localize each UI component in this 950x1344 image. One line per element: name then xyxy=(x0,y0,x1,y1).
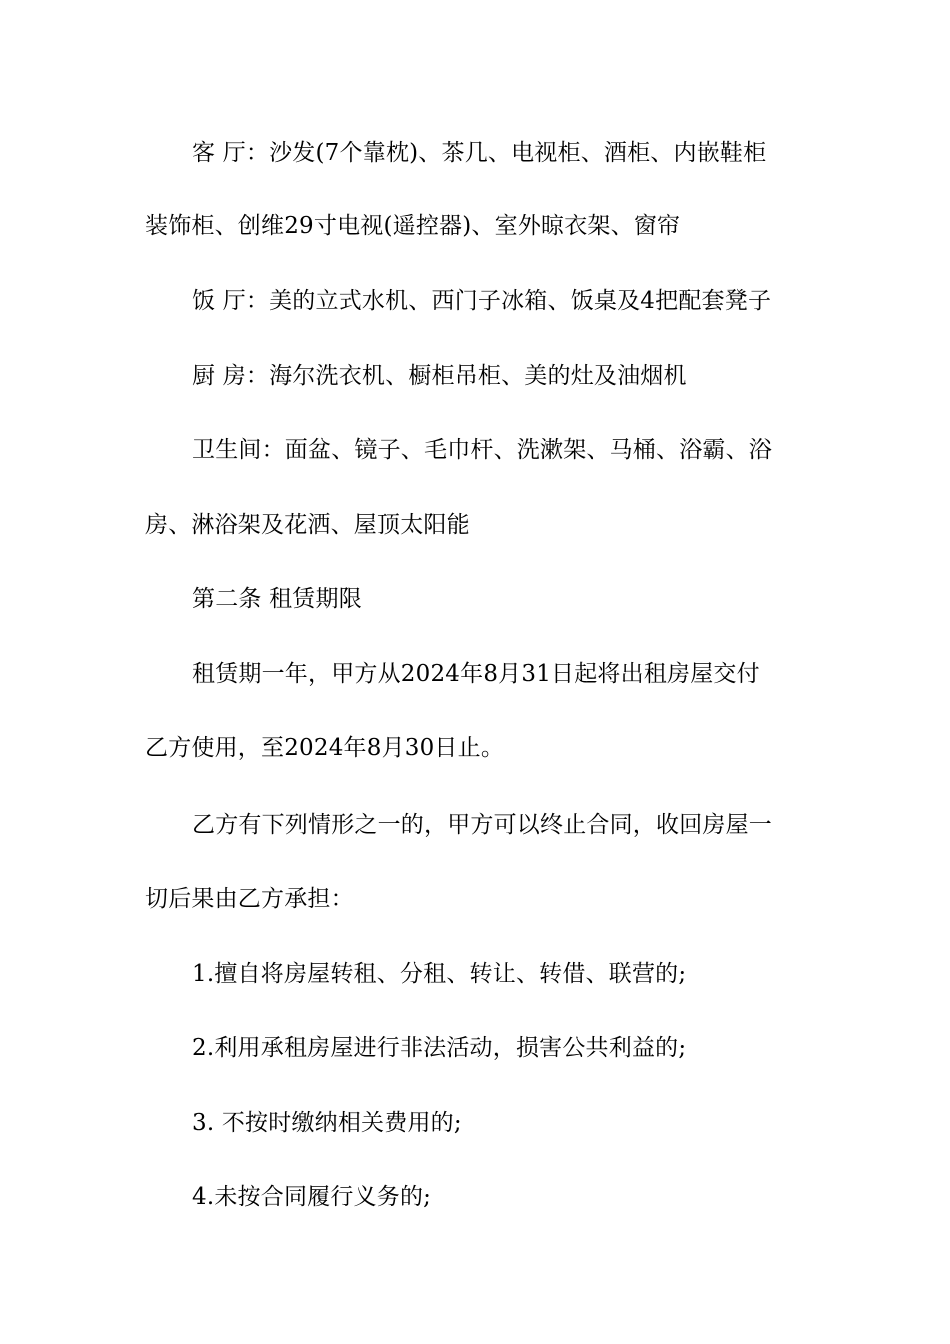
living-room-items-line-1: 客 厅：沙发(7个靠枕)、茶几、电视柜、酒柜、内嵌鞋柜 xyxy=(192,140,767,166)
dining-room-items: 饭 厅：美的立式水机、西门子冰箱、饭桌及4把配套凳子 xyxy=(192,288,772,314)
termination-clause-line-2: 切后果由乙方承担： xyxy=(145,886,354,912)
termination-item-3: 3. 不按时缴纳相关费用的; xyxy=(192,1110,462,1136)
kitchen-items: 厨 房：海尔洗衣机、橱柜吊柜、美的灶及油烟机 xyxy=(192,363,687,389)
termination-clause-line-1: 乙方有下列情形之一的，甲方可以终止合同，收回房屋一 xyxy=(192,812,772,838)
bathroom-items-line-1: 卫生间：面盆、镜子、毛巾杆、洗漱架、马桶、浴霸、浴 xyxy=(192,437,772,463)
termination-item-2: 2.利用承租房屋进行非法活动，损害公共利益的; xyxy=(192,1035,687,1061)
living-room-items-line-2: 装饰柜、创维29寸电视(遥控器)、室外晾衣架、窗帘 xyxy=(145,213,681,239)
termination-item-1: 1.擅自将房屋转租、分租、转让、转借、联营的; xyxy=(192,961,687,987)
lease-term-line-1: 租赁期一年，甲方从2024年8月31日起将出租房屋交付 xyxy=(192,661,760,687)
bathroom-items-line-2: 房、淋浴架及花洒、屋顶太阳能 xyxy=(145,512,470,538)
article-two-heading: 第二条 租赁期限 xyxy=(192,586,362,612)
lease-term-line-2: 乙方使用，至2024年8月30日止。 xyxy=(145,735,505,761)
termination-item-4: 4.未按合同履行义务的; xyxy=(192,1184,432,1210)
